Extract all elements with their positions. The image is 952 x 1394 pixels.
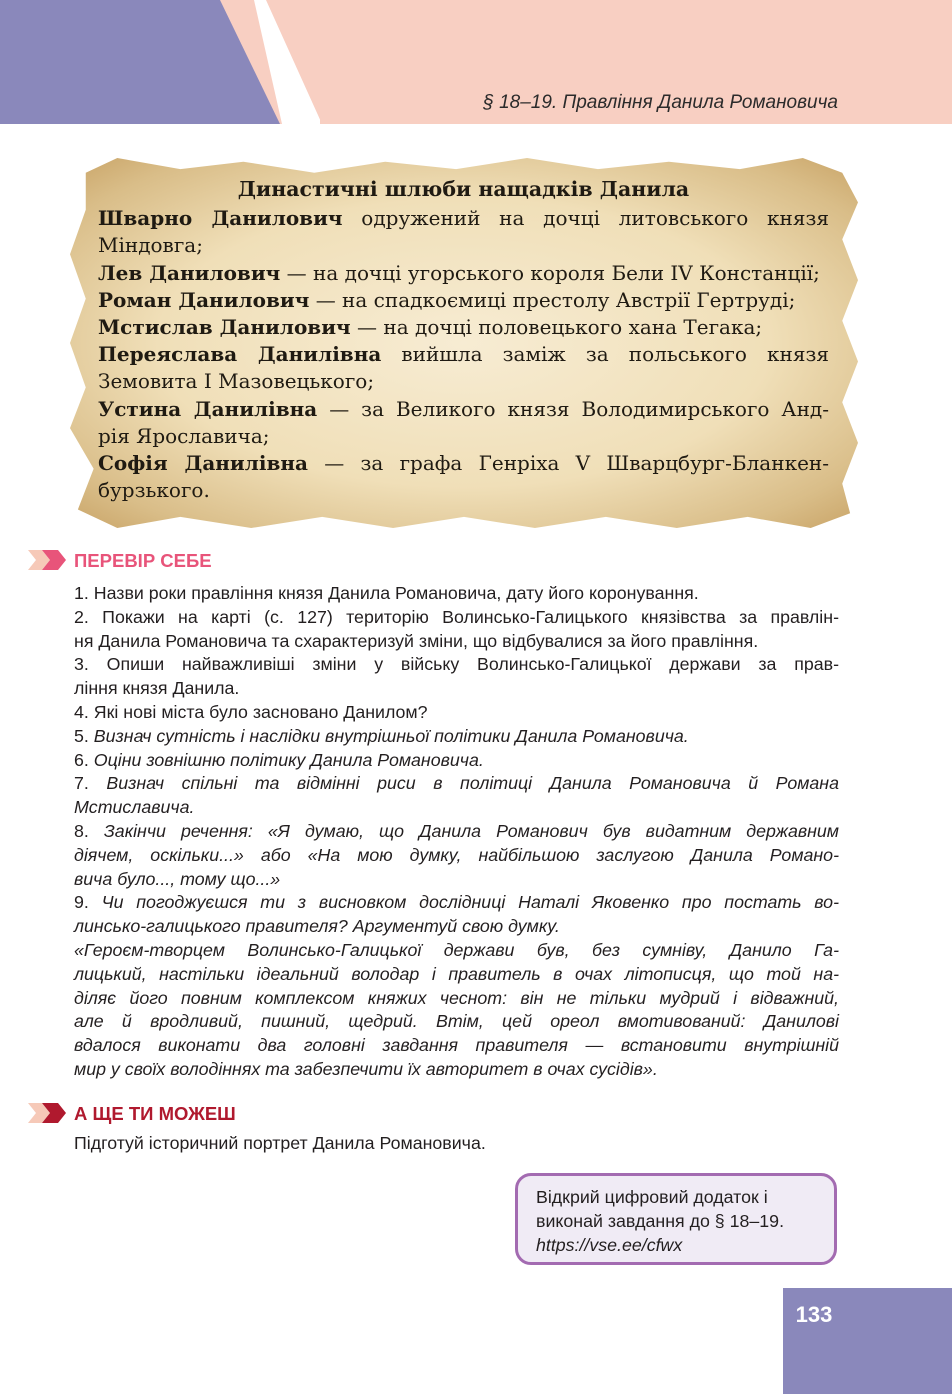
question-line [74,987,839,1011]
you-can-also-task: Підготуй історичний портрет Данила Романовича. [74,1133,486,1153]
question-italic-text: Чи погоджуєшся ти з висновком дослідниці Наталі Яковенко про постать во- [101,892,839,913]
question-line [74,820,839,844]
person-name: Софія Данилівна [98,451,308,476]
question-text: 7. [74,773,107,794]
parchment-title: Династичні шлюби нащадків Данила [237,177,690,201]
question-italic-text: вдалося виконати два головні завдання правителя — встановити внутрішній [74,1035,839,1056]
marriage-text: Міндовга; [98,233,203,258]
question-text: 2. Покажи на карті (с. 127) територію Волинсько-Галицького князівства за правлін- [74,606,839,627]
question-text: 1. Назви роки правління князя Данила Романовича, дату його коронування. [74,583,699,603]
marriage-text: рія Ярославича; [98,423,270,448]
question-line [74,939,839,963]
question-line [74,749,839,773]
question-line [74,606,839,630]
question-line [74,701,839,725]
parchment-line [98,396,829,423]
question-line [74,582,839,606]
chevron-arrows-icon [28,548,72,572]
running-title: § 18–19. Правління Данила Романовича [483,92,838,113]
question-italic-text: Визнач спільні та відмінні риси в політиці Данила Романовича й Романа [106,773,839,794]
page-number-tab [783,1288,952,1394]
question-line [74,1010,839,1034]
parchment-line [98,423,829,450]
parchment-line [98,260,829,287]
question-line [74,963,839,987]
question-text: 3. Опиши найважливіші зміни у війську Волинсько-Галицької держави за прав- [74,654,839,675]
question-italic-text: лицький, настільки ідеальний володар і правитель в очах літописця, що той на- [74,963,839,984]
question-line [74,915,839,939]
person-name: Лев Данилович [98,260,281,285]
question-line [74,630,839,654]
question-italic-text: Оціни зовнішню політику Данила Романовича. [93,749,484,770]
person-name: Шварно Данилович [98,206,343,231]
person-name: Роман Данилович [98,287,310,312]
question-italic-text: «Героєм-творцем Волинсько-Галицької держави був, без сумніву, Данило Га- [74,939,839,960]
marriage-text: Земовита І Мазовецького; [98,369,375,394]
parchment-line [98,232,829,259]
question-line [74,844,839,868]
digital-box-line-1: Відкрий цифровий додаток і [536,1187,768,1207]
question-text: 8. [74,820,104,841]
questions-list [74,582,839,1082]
question-italic-text: але й вродливий, пишний, щедрий. Втім, цей ореол вмотивований: Данилові [74,1011,839,1032]
marriage-text: одружений на дочці литовського князя [342,206,829,231]
question-line [74,1034,839,1058]
question-line [74,677,839,701]
question-line [74,1058,839,1082]
question-text: 6. [74,749,94,770]
digital-box-line-2: виконай завдання до § 18–19. [536,1211,785,1231]
parchment-line [98,341,829,368]
question-italic-text: вича було..., тому що...» [74,868,281,889]
person-name: Мстислав Данилович [98,315,351,340]
question-line [74,868,839,892]
marriage-text: — за графа Генріха V Шварцбург-Бланкен- [307,451,829,476]
question-line [74,725,839,749]
question-text: 9. [74,892,102,913]
marriage-text: вийшла заміж за польського князя [381,342,829,367]
question-italic-text: Визнач сутність і наслідки внутрішньої політики Данила Романовича. [93,725,689,746]
marriage-text: — за Великого князя Володимирського Анд- [317,396,829,421]
question-italic-text: діляє його повним комплексом княжих чеснот: він не тільки мудрий і відважний, [74,987,839,1008]
question-italic-text: Мстиславича. [74,797,195,818]
marriage-text: — на спадкоємиці престолу Австрії Гертруді; [309,287,796,312]
question-line [74,891,839,915]
parchment-lines [98,205,829,504]
question-text: ління князя Данила. [74,678,240,699]
question-italic-text: мир у своїх володіннях та забезпечити їх авторитет в очах сусідів». [74,1058,658,1079]
question-text: 5. [74,725,94,746]
parchment-line [98,287,829,314]
parchment-line [98,368,829,395]
person-name: Переяслава Данилівна [98,342,382,367]
question-line [74,796,839,820]
dynastic-marriages-box [98,176,829,504]
parchment-line [98,314,829,341]
chevron-arrows-icon [28,1101,72,1125]
page-number: 133 [795,1302,833,1327]
check-yourself-label: ПЕРЕВІР СЕБЕ [74,550,212,571]
question-text: 4. Які нові міста було засновано Данилом? [74,701,428,722]
question-text: ня Данила Романовича та схарактеризуй зміни, що відбувалися за його правління. [74,630,759,651]
marriage-text: — на дочці половецького хана Тегака; [350,315,763,340]
parchment-line [98,450,829,477]
digital-box-link[interactable]: https://vse.ee/cfwx [536,1235,683,1255]
question-line [74,772,839,796]
person-name: Устина Данилівна [98,396,318,421]
question-line [74,653,839,677]
question-italic-text: линсько-галицького правителя? Аргументуй свою думку. [74,916,560,937]
question-italic-text: діячем, оскільки...» або «На мою думку, найбільшою заслугою Данила Романо- [74,844,839,865]
parchment-line [98,477,829,504]
question-italic-text: Закінчи речення: «Я думаю, що Данила Романович був видатним державним [103,820,839,841]
you-can-also-label: А ЩЕ ТИ МОЖЕШ [74,1103,236,1124]
marriage-text: — на дочці угорського короля Бели IV Констанції; [280,260,820,285]
parchment-line [98,205,829,232]
digital-appendix-box [515,1173,837,1265]
marriage-text: бурзького. [98,478,210,503]
